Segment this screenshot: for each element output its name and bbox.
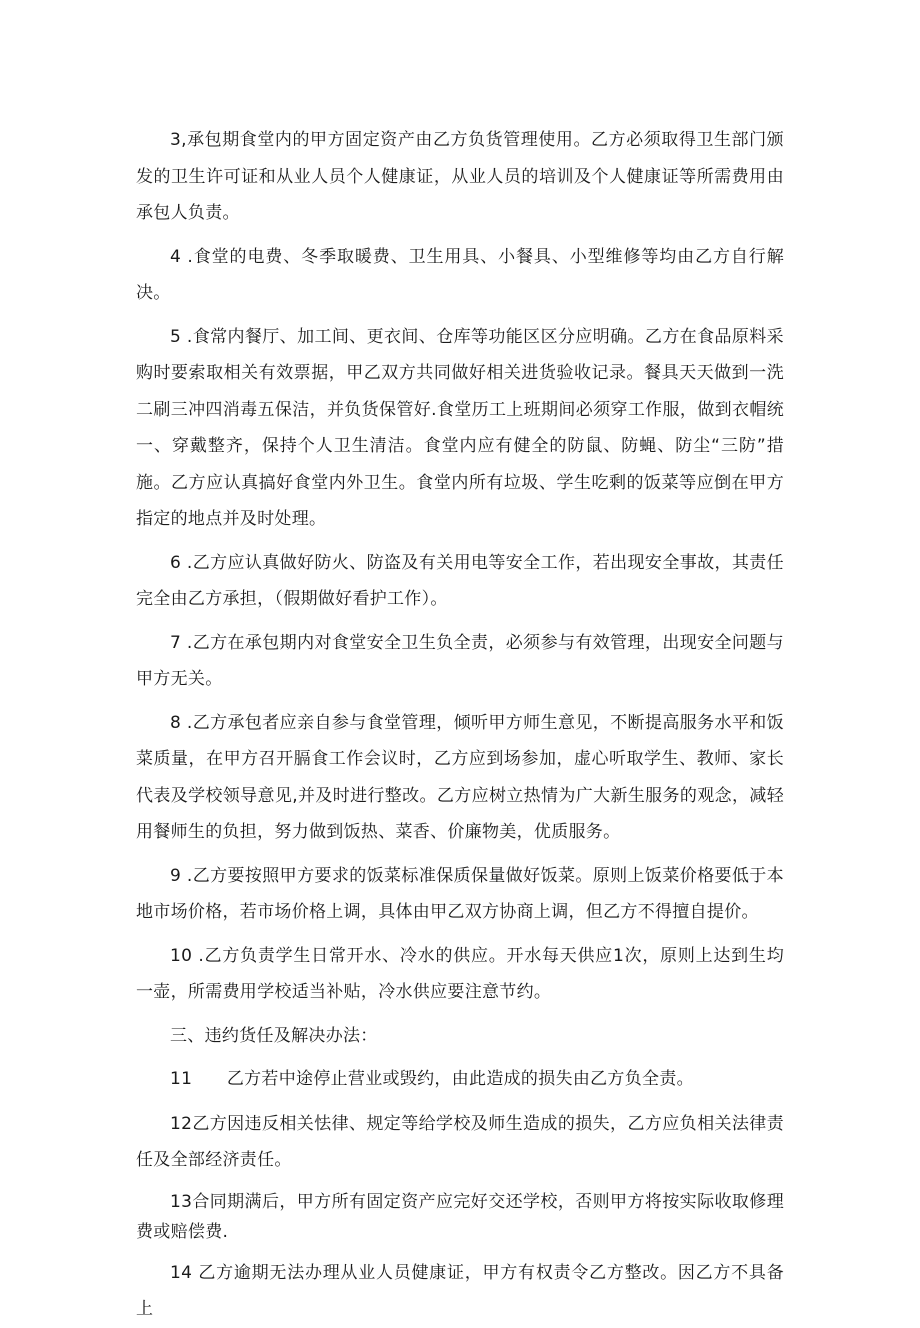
paragraph-clause-6: 6 .乙方应认真做好防火、防盗及有关用电等安全工作，若出现安全事故，其责任完全由乙方承担，（假期做好看护工作）。: [136, 552, 784, 609]
section-heading-breach: 三、违约货任及解决办法：: [170, 1025, 378, 1046]
paragraph-clause-7: 7 .乙方在承包期内对食堂安全卫生负全责，必须参与有效管理，出现安全问题与甲方无关。: [136, 632, 784, 689]
paragraph-clause-12: 12乙方因违反相关怯律、规定等给学校及师生造成的损失，乙方应负相关法律责任及全部经济责任。: [136, 1113, 784, 1170]
paragraph-clause-13: 13合同期满后，甲方所有固定资产应完好交还学校，否则甲方将按实际收取修理费或赔偿费.: [136, 1191, 784, 1242]
paragraph-clause-3: 3,承包期食堂内的甲方固定资产由乙方负货管理使用。乙方必须取得卫生部门颁发的卫生许可证和从业人员个人健康证，从业人员的培训及个人健康证等所需费用由承包人负责。: [136, 130, 784, 223]
paragraph-clause-10: 10 .乙方负责学生日常开水、冷水的供应。开水每天供应1次，原则上达到生均一壶，所需费用学校适当补贴，冷水供应要注意节约。: [136, 945, 784, 1002]
paragraph-clause-11: 11 乙方若中途停止营业或毁约，由此造成的损失由乙方负全责。: [170, 1069, 694, 1089]
paragraph-clause-9: 9 .乙方要按照甲方要求的饭菜标准保质保量做好饭菜。原则上饭菜价格要低于本地市场价格，若市场价格上调，具体由甲乙双方协商上调，但乙方不得擅自提价。: [136, 865, 784, 922]
paragraph-clause-4: 4 .食堂的电费、冬季取暖费、卫生用具、小餐具、小型维修等均由乙方自行解决。: [136, 246, 784, 303]
document-page: [136, 122, 784, 1328]
paragraph-clause-14: 14 乙方逾期无法办理从业人员健康证，甲方有权责令乙方整改。因乙方不具备上: [136, 1262, 784, 1319]
paragraph-clause-8: 8 .乙方承包者应亲自参与食堂管理，倾听甲方师生意见，不断提高服务水平和饭菜质量，在甲方召开膈食工作会议时，乙方应到场参加，虚心听取学生、教师、家长代表及学校领导意见,并及时进行整改。乙方应树立热情为广大新生服务的观念，减轻用餐师生的负担，努力做到饭热、菜香、价廉物美，优质服务。: [136, 712, 784, 842]
paragraph-clause-5: 5 .食常内餐厅、加工间、更衣间、仓库等功能区区分应明确。乙方在食品原料采购时要索取相关有效票据，甲乙双方共同做好相关进货验收记录。餐具天天做到一洗二刷三冲四消毒五保洁，并负货保管好.食堂历工上班期间必须穿工作服，做到衣帽统一、穿戴整齐，保持个人卫生清洁。食堂内应有健全的防鼠、防蝇、防尘“三防”措施。乙方应认真搞好食堂内外卫生。食堂内所有垃圾、学生吃剩的饭菜等应倒在甲方指定的地点并及时处理。: [136, 326, 784, 529]
